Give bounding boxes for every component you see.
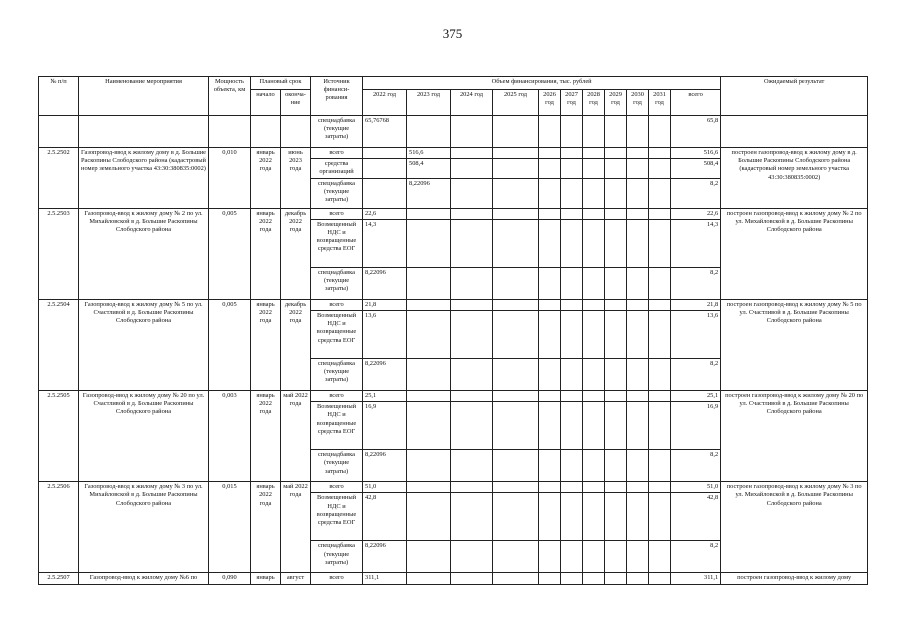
cell-2024 bbox=[451, 310, 493, 358]
cell-2028 bbox=[583, 390, 605, 401]
cell-2029 bbox=[605, 493, 627, 541]
cell-2026 bbox=[539, 450, 561, 482]
cell-end: май 2022 года bbox=[281, 482, 311, 573]
cell-source: спецнадбавка (текущие затраты) bbox=[311, 178, 363, 208]
cell-source: всего bbox=[311, 482, 363, 493]
cell-2023: 8,22096 bbox=[407, 178, 451, 208]
cell-result: построен газопровод-ввод к жилому дому № 20 по ул. Счастливой в д. Большие Раскопины Слободского района bbox=[721, 390, 868, 481]
header-year-2024: 2024 год bbox=[451, 90, 493, 116]
cell-2025 bbox=[493, 299, 539, 310]
cell-2029 bbox=[605, 358, 627, 390]
cell-2031 bbox=[649, 541, 671, 573]
header-total: всего bbox=[671, 90, 721, 116]
cell-2023 bbox=[407, 310, 451, 358]
cell-end bbox=[281, 116, 311, 148]
header-year-2027: 2027 год bbox=[561, 90, 583, 116]
cell-total: 25,1 bbox=[671, 390, 721, 401]
cell-2027 bbox=[561, 208, 583, 219]
header-year-2025: 2025 год bbox=[493, 90, 539, 116]
cell-2028 bbox=[583, 148, 605, 159]
cell-2030 bbox=[627, 482, 649, 493]
header-capacity: Мощность объекта, км bbox=[209, 77, 251, 116]
cell-2024 bbox=[451, 358, 493, 390]
table-header bbox=[39, 77, 868, 116]
cell-name bbox=[79, 116, 209, 148]
cell-2028 bbox=[583, 402, 605, 450]
header-funding: Объем финансирования, тыс. рублей bbox=[363, 77, 721, 90]
cell-name: Газопровод-ввод к жилому дому в д. Большие Раскопины Слободского района (кадастровый номер земельного участка 43:30:380835:0002) bbox=[79, 148, 209, 209]
cell-2027 bbox=[561, 219, 583, 267]
cell-name: Газопровод-ввод к жилому дому № 5 по ул. Счастливой в д. Большие Раскопины Слободского района bbox=[79, 299, 209, 390]
cell-2026 bbox=[539, 390, 561, 401]
cell-num: 2.5.2506 bbox=[39, 482, 79, 573]
cell-2030 bbox=[627, 178, 649, 208]
cell-end: август bbox=[281, 573, 311, 584]
cell-end: декабрь 2022 года bbox=[281, 299, 311, 390]
cell-end: июнь 2023 года bbox=[281, 148, 311, 209]
cell-2025 bbox=[493, 267, 539, 299]
cell-2027 bbox=[561, 148, 583, 159]
cell-2022: 22,6 bbox=[363, 208, 407, 219]
table-tail bbox=[39, 573, 868, 584]
cell-2030 bbox=[627, 450, 649, 482]
cell-2026 bbox=[539, 358, 561, 390]
cell-2030 bbox=[627, 493, 649, 541]
cell-source: всего bbox=[311, 299, 363, 310]
table-row bbox=[39, 116, 868, 148]
cell-2030 bbox=[627, 148, 649, 159]
cell-start: январь 2022 года bbox=[251, 208, 281, 299]
cell-2027 bbox=[561, 493, 583, 541]
cell-2028 bbox=[583, 299, 605, 310]
cell-2031 bbox=[649, 267, 671, 299]
cell-2023 bbox=[407, 493, 451, 541]
cell-2028 bbox=[583, 493, 605, 541]
header-period: Плановый срок bbox=[251, 77, 311, 90]
cell-2025 bbox=[493, 310, 539, 358]
cell-2029 bbox=[605, 390, 627, 401]
cell-2026 bbox=[539, 208, 561, 219]
cell-start: январь 2022 года bbox=[251, 482, 281, 573]
cell-2028 bbox=[583, 178, 605, 208]
cell-source: спецнадбавка (текущие затраты) bbox=[311, 267, 363, 299]
cell-num: 2.5.2507 bbox=[39, 573, 79, 584]
cell-2023 bbox=[407, 208, 451, 219]
cell-2026 bbox=[539, 482, 561, 493]
cell-capacity: 0,003 bbox=[209, 390, 251, 481]
cell-source: всего bbox=[311, 208, 363, 219]
cell-2024 bbox=[451, 267, 493, 299]
cell-total: 13,6 bbox=[671, 310, 721, 358]
cell-source: Возмещенный НДС и возвращенные средства ЕОГ bbox=[311, 219, 363, 267]
cell-2029 bbox=[605, 267, 627, 299]
cell-2026 bbox=[539, 541, 561, 573]
cell-2028 bbox=[583, 116, 605, 148]
cell-2024 bbox=[451, 541, 493, 573]
cell-2027 bbox=[561, 116, 583, 148]
cell-2027 bbox=[561, 541, 583, 573]
cell-2025 bbox=[493, 541, 539, 573]
cell-2030 bbox=[627, 390, 649, 401]
cell-2026 bbox=[539, 267, 561, 299]
cell-2026 bbox=[539, 116, 561, 148]
cell-2023 bbox=[407, 219, 451, 267]
cell-2029 bbox=[605, 299, 627, 310]
cell-start bbox=[251, 116, 281, 148]
cell-2031 bbox=[649, 482, 671, 493]
cell-2022: 65,76768 bbox=[363, 116, 407, 148]
table-body bbox=[39, 116, 868, 573]
cell-2027 bbox=[561, 267, 583, 299]
cell-start: январь 2022 года bbox=[251, 390, 281, 481]
header-year-2022: 2022 год bbox=[363, 90, 407, 116]
page-number: 375 bbox=[442, 26, 463, 41]
cell-2030 bbox=[627, 159, 649, 178]
cell-2025 bbox=[493, 178, 539, 208]
table-row-partial bbox=[39, 573, 868, 584]
cell-result: построен газопровод-ввод к жилому дому в д. Большие Раскопины Слободского района (кадастровый номер земельного участка 43:30:380835:0002) bbox=[721, 148, 868, 209]
cell-2031 bbox=[649, 159, 671, 178]
cell-2025 bbox=[493, 159, 539, 178]
cell-2025 bbox=[493, 493, 539, 541]
cell-total: 516,6 bbox=[671, 148, 721, 159]
cell-source: всего bbox=[311, 390, 363, 401]
cell-2030 bbox=[627, 358, 649, 390]
cell-num: 2.5.2504 bbox=[39, 299, 79, 390]
cell-2028 bbox=[583, 267, 605, 299]
cell-2027 bbox=[561, 402, 583, 450]
cell-2022: 14,3 bbox=[363, 219, 407, 267]
cell-name: Газопровод-ввод к жилому дому № 20 по ул. Счастливой в д. Большие Раскопины Слободского района bbox=[79, 390, 209, 481]
cell-total: 8,2 bbox=[671, 450, 721, 482]
cell-2026 bbox=[539, 402, 561, 450]
cell-2029 bbox=[605, 178, 627, 208]
cell-result: построен газопровод-ввод к жилому дому № 5 по ул. Счастливой в д. Большие Раскопины Слободского района bbox=[721, 299, 868, 390]
cell-2024 bbox=[451, 482, 493, 493]
cell-source: Возмещенный НДС и возвращенные средства ЕОГ bbox=[311, 493, 363, 541]
cell-2023 bbox=[407, 299, 451, 310]
cell-2027 bbox=[561, 450, 583, 482]
cell-2026 bbox=[539, 148, 561, 159]
cell-2027 bbox=[561, 310, 583, 358]
cell-2031 bbox=[649, 219, 671, 267]
cell-capacity: 0,005 bbox=[209, 208, 251, 299]
cell-capacity: 0,090 bbox=[209, 573, 251, 584]
cell-2031 bbox=[649, 402, 671, 450]
table-row bbox=[39, 390, 868, 401]
cell-2022: 8,22096 bbox=[363, 267, 407, 299]
cell-2027 bbox=[561, 482, 583, 493]
cell-2022: 13,6 bbox=[363, 310, 407, 358]
cell-source: всего bbox=[311, 148, 363, 159]
cell-2024 bbox=[451, 148, 493, 159]
cell-2022 bbox=[363, 148, 407, 159]
table-row bbox=[39, 148, 868, 159]
cell-source: всего bbox=[311, 573, 363, 584]
cell-2024 bbox=[451, 178, 493, 208]
cell-start: январь 2022 года bbox=[251, 299, 281, 390]
cell-2025 bbox=[493, 390, 539, 401]
cell-2031 bbox=[649, 310, 671, 358]
cell-2029 bbox=[605, 450, 627, 482]
cell-capacity: 0,015 bbox=[209, 482, 251, 573]
cell-total: 51,0 bbox=[671, 482, 721, 493]
cell-2028 bbox=[583, 482, 605, 493]
cell-total: 21,8 bbox=[671, 299, 721, 310]
cell-2031 bbox=[649, 148, 671, 159]
header-year-2023: 2023 год bbox=[407, 90, 451, 116]
cell-total: 8,2 bbox=[671, 178, 721, 208]
cell-2031 bbox=[649, 493, 671, 541]
table-row bbox=[39, 208, 868, 219]
cell-2028 bbox=[583, 573, 605, 584]
cell-source: Возмещенный НДС и возвращенные средства ЕОГ bbox=[311, 402, 363, 450]
cell-2030 bbox=[627, 573, 649, 584]
cell-2031 bbox=[649, 450, 671, 482]
cell-2023 bbox=[407, 482, 451, 493]
cell-2030 bbox=[627, 541, 649, 573]
cell-2024 bbox=[451, 159, 493, 178]
cell-result: построен газопровод-ввод к жилому дому № 2 по ул. Михайловской в д. Большие Раскопины Слободского района bbox=[721, 208, 868, 299]
cell-2029 bbox=[605, 310, 627, 358]
cell-2022: 25,1 bbox=[363, 390, 407, 401]
cell-2025 bbox=[493, 219, 539, 267]
cell-2023 bbox=[407, 573, 451, 584]
cell-2031 bbox=[649, 573, 671, 584]
cell-2031 bbox=[649, 208, 671, 219]
cell-source: спецнадбавка (текущие затраты) bbox=[311, 541, 363, 573]
cell-2026 bbox=[539, 493, 561, 541]
cell-source: средства организаций bbox=[311, 159, 363, 178]
header-num: № п/п bbox=[39, 77, 79, 116]
cell-2027 bbox=[561, 159, 583, 178]
cell-2025 bbox=[493, 116, 539, 148]
cell-2023: 516,6 bbox=[407, 148, 451, 159]
header-start: начало bbox=[251, 90, 281, 116]
cell-2025 bbox=[493, 402, 539, 450]
cell-capacity: 0,005 bbox=[209, 299, 251, 390]
cell-2026 bbox=[539, 573, 561, 584]
cell-2022: 16,9 bbox=[363, 402, 407, 450]
cell-name: Газопровод-ввод к жилому дому №6 по bbox=[79, 573, 209, 584]
cell-end: декабрь 2022 года bbox=[281, 208, 311, 299]
cell-2031 bbox=[649, 299, 671, 310]
cell-2029 bbox=[605, 482, 627, 493]
cell-2023: 508,4 bbox=[407, 159, 451, 178]
cell-2030 bbox=[627, 116, 649, 148]
cell-2022: 311,1 bbox=[363, 573, 407, 584]
cell-2031 bbox=[649, 116, 671, 148]
cell-2029 bbox=[605, 573, 627, 584]
cell-2025 bbox=[493, 482, 539, 493]
header-end: оконча-ние bbox=[281, 90, 311, 116]
cell-capacity: 0,010 bbox=[209, 148, 251, 209]
cell-2030 bbox=[627, 299, 649, 310]
cell-2029 bbox=[605, 402, 627, 450]
cell-2026 bbox=[539, 178, 561, 208]
cell-total: 508,4 bbox=[671, 159, 721, 178]
cell-2030 bbox=[627, 310, 649, 358]
cell-2025 bbox=[493, 148, 539, 159]
cell-2023 bbox=[407, 402, 451, 450]
header-year-2031: 2031 год bbox=[649, 90, 671, 116]
cell-2023 bbox=[407, 390, 451, 401]
cell-end: май 2022 года bbox=[281, 390, 311, 481]
cell-2028 bbox=[583, 159, 605, 178]
funding-table bbox=[38, 76, 868, 585]
cell-2023 bbox=[407, 358, 451, 390]
cell-name: Газопровод-ввод к жилому дому № 3 по ул. Михайловской в д. Большие Раскопины Слободского района bbox=[79, 482, 209, 573]
cell-2023 bbox=[407, 450, 451, 482]
cell-2024 bbox=[451, 493, 493, 541]
cell-2022: 21,8 bbox=[363, 299, 407, 310]
header-year-2030: 2030 год bbox=[627, 90, 649, 116]
cell-2030 bbox=[627, 208, 649, 219]
header-source: Источник финанси-рования bbox=[311, 77, 363, 116]
cell-result: построен газопровод-ввод к жилому дому № 3 по ул. Михайловской в д. Большие Раскопины Слободского района bbox=[721, 482, 868, 573]
cell-2022: 8,22096 bbox=[363, 541, 407, 573]
cell-2029 bbox=[605, 116, 627, 148]
cell-2028 bbox=[583, 358, 605, 390]
cell-2029 bbox=[605, 159, 627, 178]
cell-2030 bbox=[627, 267, 649, 299]
cell-source: спецнадбавка (текущие затраты) bbox=[311, 358, 363, 390]
cell-name: Газопровод-ввод к жилому дому № 2 по ул. Михайловской в д. Большие Раскопины Слободского района bbox=[79, 208, 209, 299]
cell-2022: 8,22096 bbox=[363, 450, 407, 482]
header-year-2026: 2026 год bbox=[539, 90, 561, 116]
cell-total: 42,8 bbox=[671, 493, 721, 541]
cell-2029 bbox=[605, 208, 627, 219]
cell-2027 bbox=[561, 358, 583, 390]
header-name: Наименование мероприятия bbox=[79, 77, 209, 116]
cell-2023 bbox=[407, 541, 451, 573]
cell-total: 311,1 bbox=[671, 573, 721, 584]
cell-2028 bbox=[583, 208, 605, 219]
cell-2027 bbox=[561, 390, 583, 401]
cell-2028 bbox=[583, 310, 605, 358]
cell-source: Возмещенный НДС и возвращенные средства ЕОГ bbox=[311, 310, 363, 358]
cell-2031 bbox=[649, 358, 671, 390]
cell-2022: 42,8 bbox=[363, 493, 407, 541]
cell-2025 bbox=[493, 208, 539, 219]
cell-2022 bbox=[363, 178, 407, 208]
table-row bbox=[39, 299, 868, 310]
cell-2029 bbox=[605, 148, 627, 159]
cell-2025 bbox=[493, 573, 539, 584]
cell-2024 bbox=[451, 573, 493, 584]
cell-num bbox=[39, 116, 79, 148]
cell-2031 bbox=[649, 390, 671, 401]
header-result: Ожидаемый результат bbox=[721, 77, 868, 116]
cell-result: построен газопровод-ввод к жилому дому bbox=[721, 573, 868, 584]
cell-source: спецнадбавка (текущие затраты) bbox=[311, 450, 363, 482]
cell-2027 bbox=[561, 178, 583, 208]
cell-2024 bbox=[451, 219, 493, 267]
cell-2027 bbox=[561, 573, 583, 584]
cell-2025 bbox=[493, 358, 539, 390]
cell-2022: 51,0 bbox=[363, 482, 407, 493]
cell-2023 bbox=[407, 267, 451, 299]
cell-total: 8,2 bbox=[671, 541, 721, 573]
cell-total: 65,8 bbox=[671, 116, 721, 148]
cell-total: 8,2 bbox=[671, 358, 721, 390]
cell-result bbox=[721, 116, 868, 148]
cell-2024 bbox=[451, 299, 493, 310]
cell-start: январь bbox=[251, 573, 281, 584]
cell-2029 bbox=[605, 219, 627, 267]
cell-2026 bbox=[539, 159, 561, 178]
cell-2022 bbox=[363, 159, 407, 178]
cell-2024 bbox=[451, 402, 493, 450]
cell-num: 2.5.2502 bbox=[39, 148, 79, 209]
cell-2027 bbox=[561, 299, 583, 310]
header-year-2029: 2029 год bbox=[605, 90, 627, 116]
cell-start: январь 2022 года bbox=[251, 148, 281, 209]
cell-2030 bbox=[627, 402, 649, 450]
cell-2028 bbox=[583, 450, 605, 482]
cell-num: 2.5.2503 bbox=[39, 208, 79, 299]
cell-total: 16,9 bbox=[671, 402, 721, 450]
cell-2024 bbox=[451, 208, 493, 219]
cell-2029 bbox=[605, 541, 627, 573]
cell-num: 2.5.2505 bbox=[39, 390, 79, 481]
cell-2026 bbox=[539, 299, 561, 310]
cell-2026 bbox=[539, 219, 561, 267]
cell-capacity bbox=[209, 116, 251, 148]
cell-2024 bbox=[451, 450, 493, 482]
cell-2024 bbox=[451, 116, 493, 148]
cell-2023 bbox=[407, 116, 451, 148]
cell-source: спецнадбавка (текущие затраты) bbox=[311, 116, 363, 148]
cell-2030 bbox=[627, 219, 649, 267]
cell-2022: 8,22096 bbox=[363, 358, 407, 390]
cell-total: 14,3 bbox=[671, 219, 721, 267]
header-year-2028: 2028 год bbox=[583, 90, 605, 116]
cell-2031 bbox=[649, 178, 671, 208]
cell-2028 bbox=[583, 219, 605, 267]
cell-total: 8,2 bbox=[671, 267, 721, 299]
cell-2024 bbox=[451, 390, 493, 401]
cell-2025 bbox=[493, 450, 539, 482]
cell-total: 22,6 bbox=[671, 208, 721, 219]
table-row bbox=[39, 482, 868, 493]
cell-2028 bbox=[583, 541, 605, 573]
cell-2026 bbox=[539, 310, 561, 358]
